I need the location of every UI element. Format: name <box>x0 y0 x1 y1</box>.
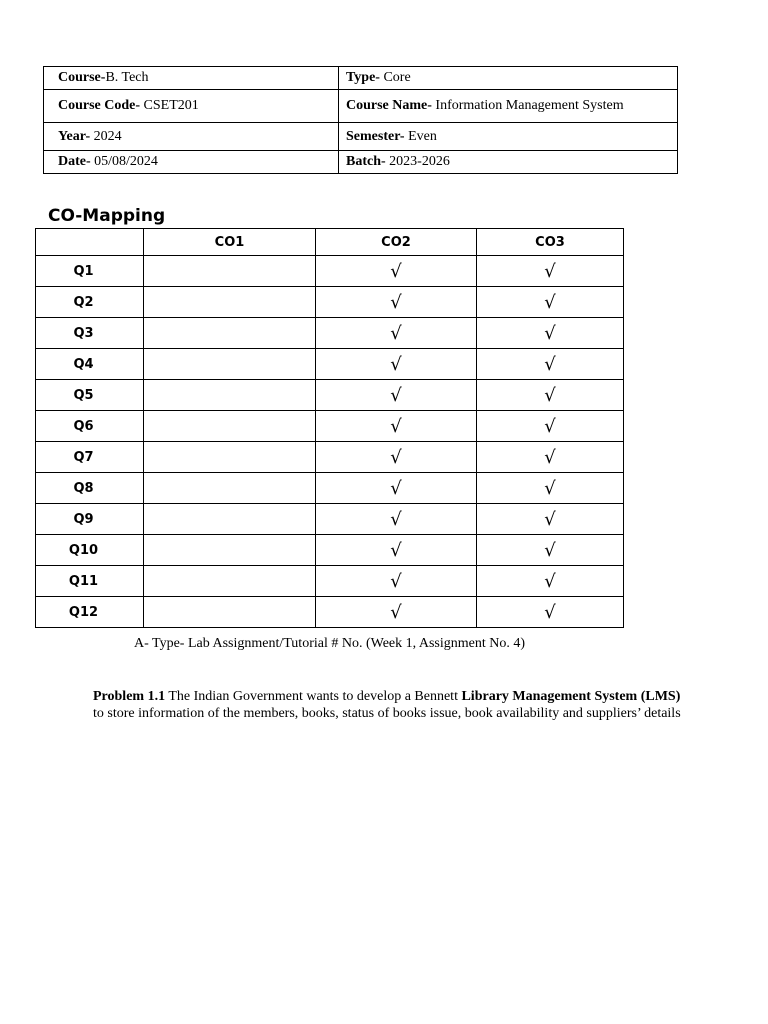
field-label: Type- <box>346 70 380 85</box>
co3-mark: √ <box>477 504 624 535</box>
course-info-cell-right <box>339 151 678 174</box>
co1-mark <box>144 597 316 628</box>
co3-mark: √ <box>477 597 624 628</box>
co3-mark: √ <box>477 473 624 504</box>
field-value: 05/08/2024 <box>90 154 158 169</box>
course-info-table <box>43 66 678 174</box>
course-info-row <box>44 67 678 90</box>
question-label: Q10 <box>36 535 144 566</box>
field-label: Batch- <box>346 154 386 169</box>
co3-mark: √ <box>477 349 624 380</box>
co1-mark <box>144 442 316 473</box>
question-label: Q11 <box>36 566 144 597</box>
course-info-cell-left <box>44 90 339 123</box>
co-mapping-header <box>36 229 624 256</box>
co-mapping-row <box>36 411 624 442</box>
co-mapping-heading: CO-Mapping <box>48 206 166 226</box>
co1-mark <box>144 566 316 597</box>
co2-mark: √ <box>316 566 477 597</box>
course-info-cell-right <box>339 123 678 151</box>
field-value: Even <box>404 128 437 144</box>
question-label: Q6 <box>36 411 144 442</box>
co3-mark: √ <box>477 442 624 473</box>
co2-mark: √ <box>316 380 477 411</box>
co3-mark: √ <box>477 535 624 566</box>
problem-emphasis: Library Management System (LMS) <box>461 689 681 704</box>
co1-mark <box>144 535 316 566</box>
co1-mark <box>144 411 316 442</box>
co1-mark <box>144 380 316 411</box>
question-label: Q3 <box>36 318 144 349</box>
problem-label: Problem 1.1 <box>93 689 166 704</box>
problem-statement <box>93 688 743 722</box>
co3-mark: √ <box>477 380 624 411</box>
header-co3: CO3 <box>477 229 624 256</box>
course-info-cell-left <box>44 67 339 90</box>
header-question <box>36 229 144 256</box>
co2-mark: √ <box>316 442 477 473</box>
co1-mark <box>144 349 316 380</box>
co2-mark: √ <box>316 287 477 318</box>
question-label: Q9 <box>36 504 144 535</box>
field-label: Course- <box>58 70 106 85</box>
field-value: 2023-2026 <box>385 154 450 169</box>
question-label: Q8 <box>36 473 144 504</box>
field-label: Course Code- <box>58 98 141 113</box>
co-mapping-row <box>36 380 624 411</box>
field-value: Core <box>379 70 411 85</box>
course-info-row <box>44 123 678 151</box>
co-mapping-row <box>36 256 624 287</box>
question-label: Q5 <box>36 380 144 411</box>
co3-mark: √ <box>477 287 624 318</box>
field-value: Information Management System <box>431 98 624 113</box>
co-mapping-row <box>36 349 624 380</box>
co3-mark: √ <box>477 256 624 287</box>
co-mapping-body <box>36 256 624 628</box>
field-label: Semester- <box>346 128 405 144</box>
co3-mark: √ <box>477 411 624 442</box>
course-info-row <box>44 90 678 123</box>
co-mapping-row <box>36 535 624 566</box>
co1-mark <box>144 318 316 349</box>
co-mapping-row <box>36 442 624 473</box>
co2-mark: √ <box>316 473 477 504</box>
course-info-cell-left <box>44 151 339 174</box>
co3-mark: √ <box>477 318 624 349</box>
co2-mark: √ <box>316 597 477 628</box>
problem-text-before: The Indian Government wants to develop a Bennett <box>165 689 462 704</box>
co2-mark: √ <box>316 411 477 442</box>
co1-mark <box>144 473 316 504</box>
co-mapping-row <box>36 287 624 318</box>
co2-mark: √ <box>316 504 477 535</box>
co3-mark: √ <box>477 566 624 597</box>
course-info-row <box>44 151 678 174</box>
question-label: Q12 <box>36 597 144 628</box>
question-label: Q7 <box>36 442 144 473</box>
co1-mark <box>144 287 316 318</box>
co-mapping-row <box>36 473 624 504</box>
field-value: B. Tech <box>105 70 149 85</box>
question-label: Q4 <box>36 349 144 380</box>
question-label: Q2 <box>36 287 144 318</box>
header-co2: CO2 <box>316 229 477 256</box>
co-mapping-row <box>36 566 624 597</box>
problem-text-after: to store information of the members, books, status of books issue, book availability and suppliers’ details <box>93 706 681 721</box>
co1-mark <box>144 504 316 535</box>
course-info-body <box>44 67 678 174</box>
co1-mark <box>144 256 316 287</box>
field-value: 2024 <box>90 128 122 144</box>
question-label: Q1 <box>36 256 144 287</box>
course-info-cell-right <box>339 90 678 123</box>
co-mapping-row <box>36 318 624 349</box>
header-co1: CO1 <box>144 229 316 256</box>
co-mapping-row <box>36 597 624 628</box>
field-label: Course Name- <box>346 98 432 113</box>
co2-mark: √ <box>316 535 477 566</box>
co-mapping-row <box>36 504 624 535</box>
co2-mark: √ <box>316 318 477 349</box>
assignment-caption: A- Type- Lab Assignment/Tutorial # No. (Week 1, Assignment No. 4) <box>134 636 526 651</box>
co2-mark: √ <box>316 349 477 380</box>
co2-mark: √ <box>316 256 477 287</box>
course-info-cell-left <box>44 123 339 151</box>
co-mapping-header-row <box>36 229 624 256</box>
field-label: Date- <box>58 154 91 169</box>
course-info-cell-right <box>339 67 678 90</box>
field-value: CSET201 <box>140 98 199 113</box>
field-label: Year- <box>58 128 91 144</box>
co-mapping-table <box>35 228 624 628</box>
